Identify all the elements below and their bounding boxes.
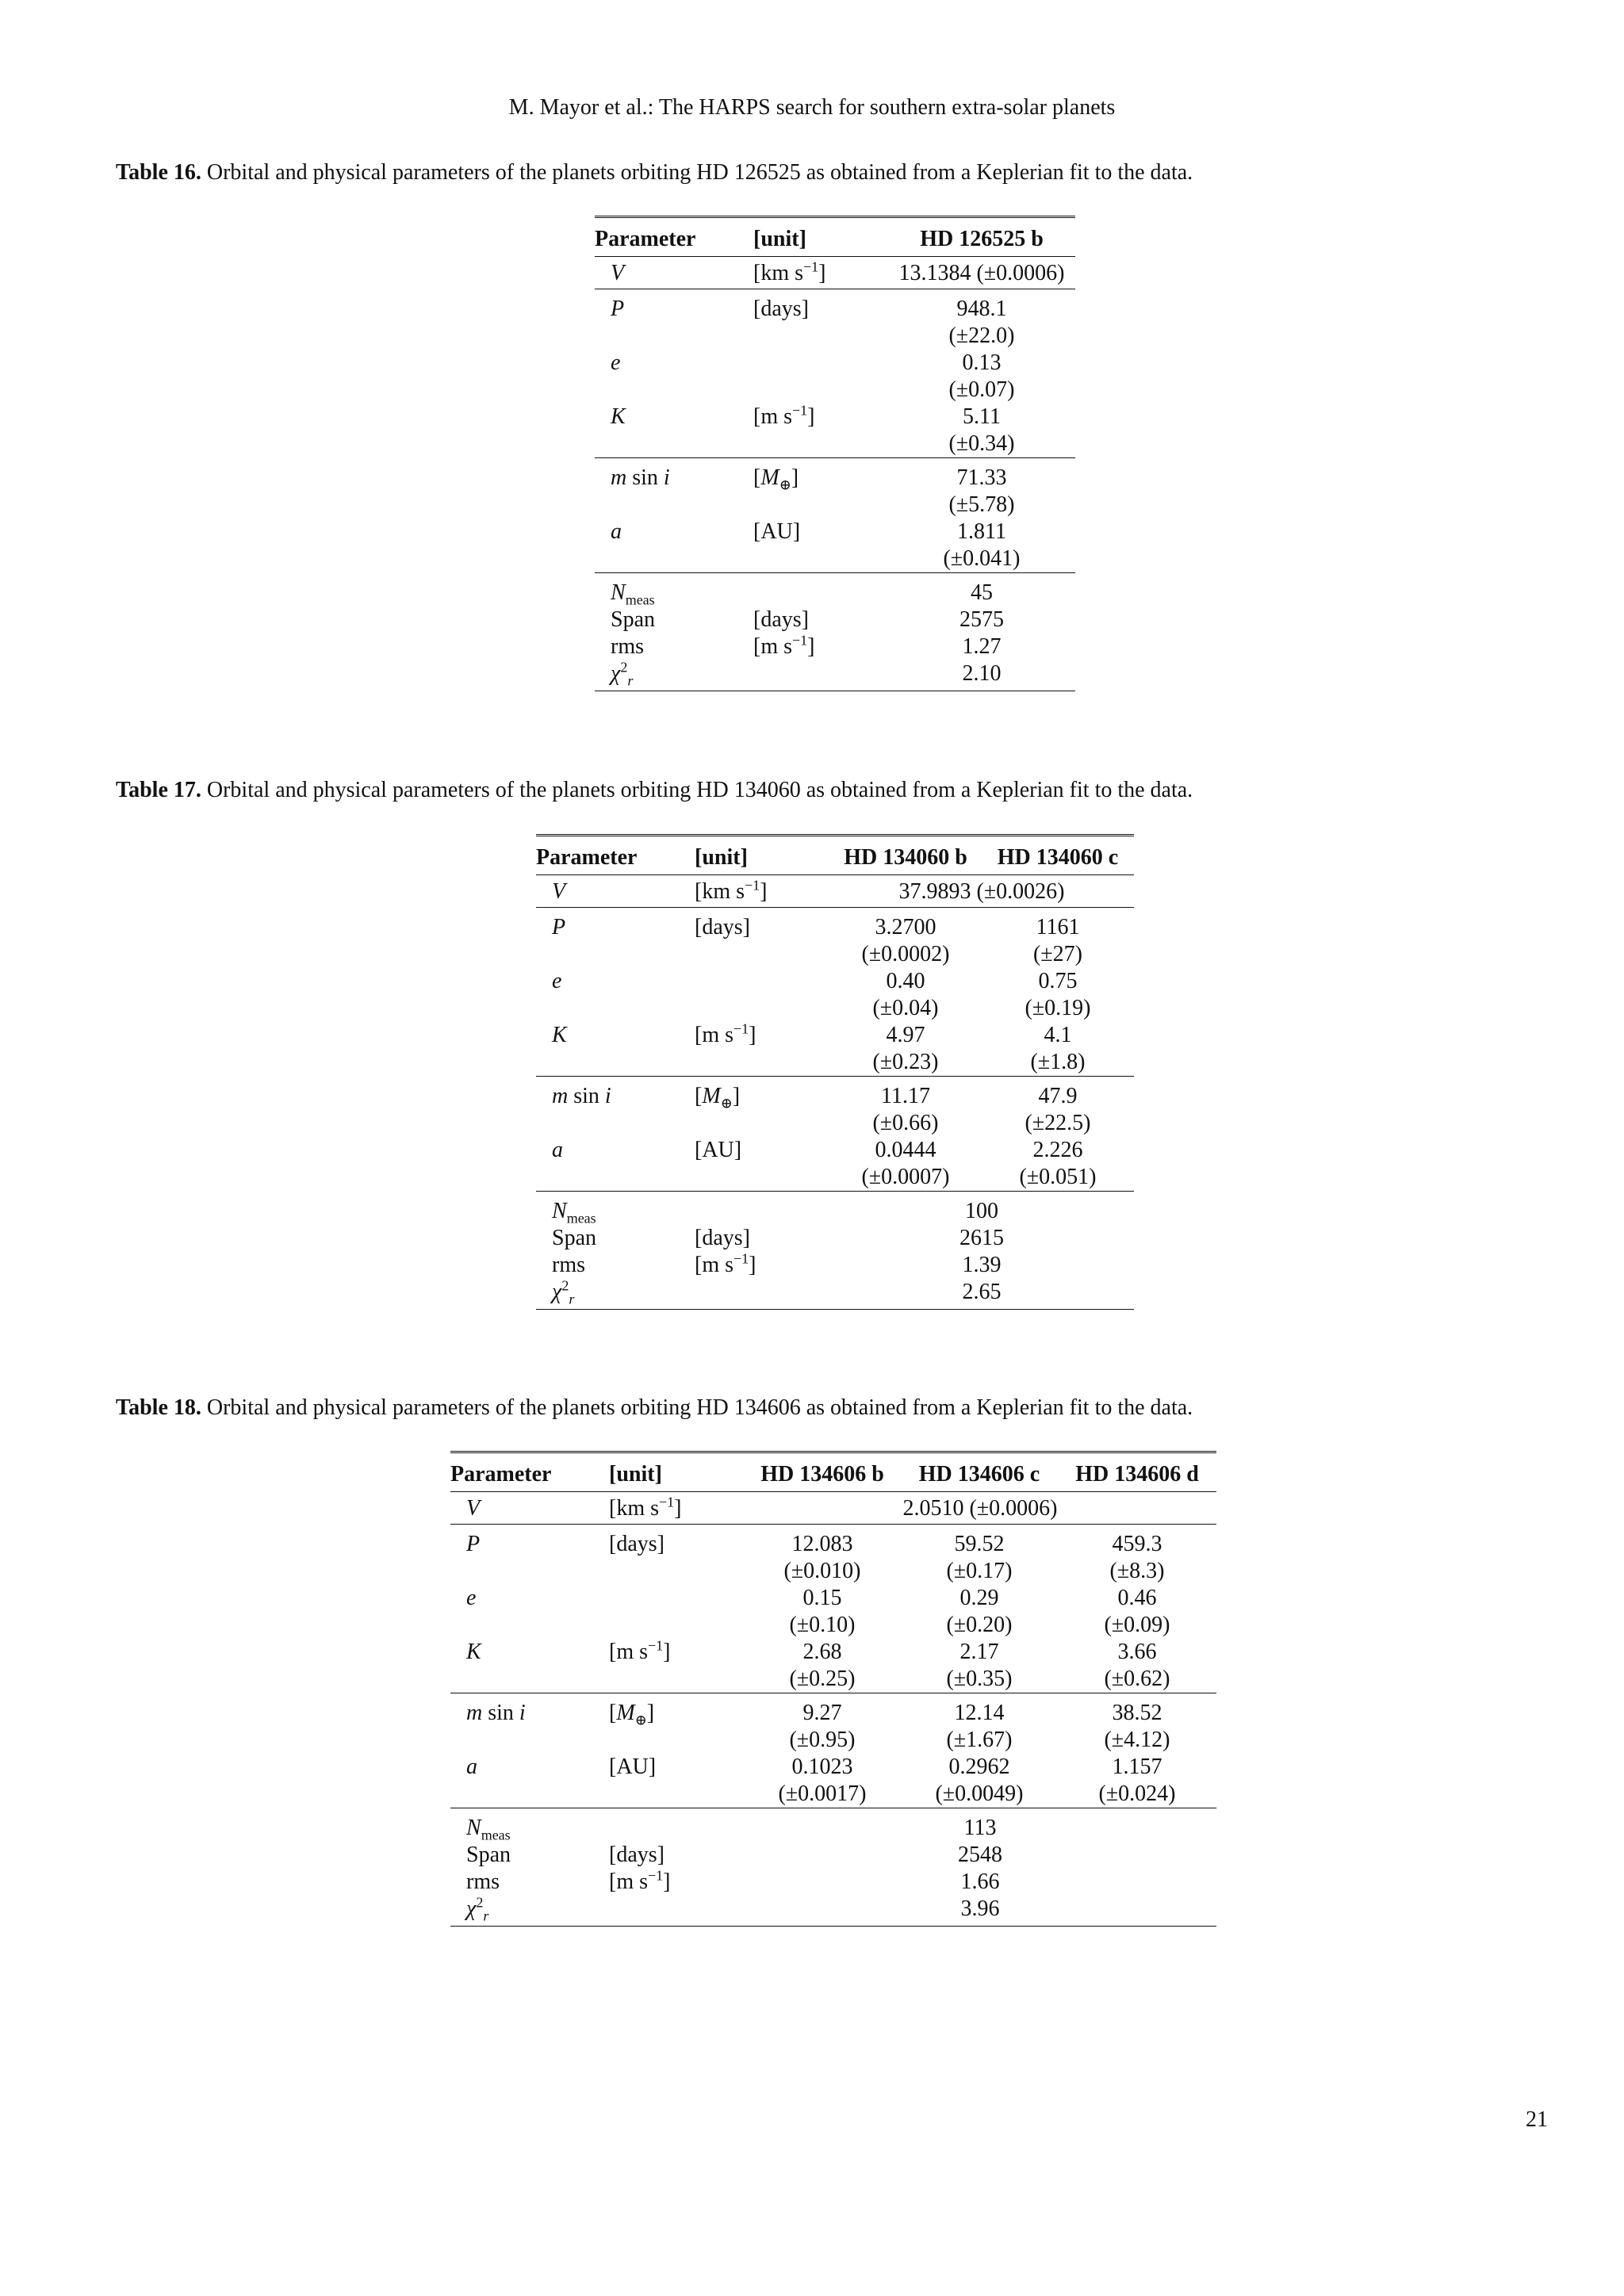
param-chi2 [595, 660, 753, 691]
value-cell: 1.157 [1112, 1755, 1162, 1779]
unit-exponent: −1 [792, 402, 808, 419]
sup-2: 2 [620, 659, 628, 675]
row-K [536, 1022, 1134, 1049]
sym-N: N [611, 580, 626, 605]
table-label: Table 18. [116, 1395, 201, 1420]
earth-symbol: ⊕ [720, 1095, 733, 1112]
unit-cell [609, 1492, 744, 1525]
error-cell: (±0.09) [1104, 1613, 1170, 1637]
running-header: M. Mayor et al.: The HARPS search for southern extra-solar planets [508, 95, 1116, 120]
unit-text: ] [749, 1253, 756, 1277]
row-P [595, 289, 1075, 323]
unit-mearth: $[M_\oplus]$ [753, 465, 799, 493]
value-cell: 9.27 [744, 1693, 901, 1728]
value-span: 2548 [958, 1843, 1002, 1867]
param-Nmeas [595, 573, 753, 607]
row-P-error [536, 941, 1134, 968]
value-cell: 0.15 [802, 1586, 842, 1610]
unit-cell [695, 1077, 829, 1111]
row-K-error [536, 1049, 1134, 1077]
header-planet: HD 134606 b [744, 1452, 901, 1492]
param-Nmeas [450, 1808, 609, 1843]
table-label: Table 17. [116, 778, 201, 802]
param-cell [595, 289, 753, 323]
unit-cell [609, 1693, 744, 1728]
error-cell: (±0.024) [1098, 1781, 1176, 1806]
unit-cell [609, 1585, 744, 1612]
table-header-row [450, 1452, 1216, 1492]
param-cell [450, 1639, 609, 1666]
param-V: V [611, 261, 625, 285]
param-P: P [611, 297, 625, 321]
error-cell: (±0.10) [789, 1613, 856, 1637]
param-V: V [466, 1496, 481, 1521]
table-17 [536, 834, 1134, 1310]
row-P-error [450, 1558, 1216, 1585]
param-cell [450, 1585, 609, 1612]
error-cell: (±0.0017) [778, 1781, 867, 1806]
table-18-caption [116, 1394, 1511, 1422]
row-Nmeas [450, 1808, 1216, 1843]
unit-exponent: −1 [792, 632, 808, 649]
param-cell [536, 968, 695, 995]
unit-exponent: −1 [733, 1250, 749, 1267]
unit-mearth: $[M_\oplus]$ [609, 1701, 655, 1728]
error-cell: (±22.5) [1025, 1111, 1091, 1135]
error-cell: (±0.23) [872, 1050, 939, 1074]
error-cell: (±0.62) [1104, 1667, 1170, 1691]
unit-days: [days] [753, 607, 809, 632]
row-Nmeas [536, 1192, 1134, 1226]
unit-text: ] [818, 261, 826, 285]
row-e [595, 350, 1075, 377]
param-rms: rms [611, 634, 644, 659]
error-cell: (±0.04) [872, 996, 939, 1020]
param-msini: m [611, 465, 627, 490]
value-V: 37.9893 (±0.0026) [898, 879, 1065, 904]
row-P [536, 908, 1134, 942]
param-cell: m sin i [595, 458, 753, 492]
param-a: a [552, 1138, 563, 1162]
unit-ms [609, 1637, 671, 1664]
header-planet: HD 134606 c [901, 1452, 1058, 1492]
table-16-caption [116, 159, 1511, 187]
unit-mearth: $[M_\oplus]$ [695, 1084, 741, 1112]
error-cell: (±0.34) [948, 431, 1015, 456]
unit-days: [days] [609, 1843, 665, 1867]
header-unit: [unit] [695, 836, 829, 875]
error-cell: (±4.12) [1104, 1728, 1170, 1752]
sub-r: r [483, 1908, 489, 1924]
table-17-caption [116, 776, 1511, 805]
unit-cell [695, 1137, 829, 1164]
unit-cell [753, 404, 888, 430]
row-P-error [595, 323, 1075, 350]
param-a: a [611, 519, 622, 544]
table-label: Table 16. [116, 160, 201, 185]
param-P: P [552, 915, 566, 939]
row-K-error [595, 430, 1075, 458]
unit-kms [609, 1496, 681, 1521]
row-msini-error [536, 1110, 1134, 1137]
table-header-row [536, 836, 1134, 875]
row-e-error [450, 1612, 1216, 1639]
value-cell: 12.14 [901, 1693, 1058, 1728]
sym-chi: χ [611, 661, 621, 686]
param-rms: rms [466, 1869, 500, 1894]
value-cell: 1.811 [957, 519, 1006, 544]
param-msini: m [466, 1701, 483, 1725]
value-cell: 47.9 [982, 1077, 1134, 1111]
unit-text: [m s [609, 1869, 648, 1894]
row-P [450, 1525, 1216, 1559]
table-header-row [595, 217, 1075, 257]
param-Nmeas [536, 1192, 695, 1226]
value-cell: 71.33 [888, 458, 1075, 492]
error-cell: (±27) [1032, 942, 1082, 966]
row-chi2 [536, 1279, 1134, 1310]
value-cell: 5.11 [963, 404, 1001, 429]
unit-cell [695, 875, 829, 908]
unit-exponent: −1 [648, 1637, 664, 1654]
error-cell: (±5.78) [948, 492, 1015, 517]
param-cell [536, 1022, 695, 1049]
error-cell: (±0.17) [946, 1559, 1013, 1583]
row-msini-error [595, 492, 1075, 519]
unit-cell [609, 1639, 744, 1666]
value-cell: 948.1 [888, 289, 1075, 323]
sub-meas: meas [566, 1210, 596, 1226]
value-rms: 1.39 [962, 1253, 1002, 1277]
value-chi2: 2.10 [962, 661, 1002, 686]
header-planet: HD 134606 d [1058, 1452, 1216, 1492]
param-cell [536, 908, 695, 942]
param-K: K [552, 1023, 567, 1047]
error-cell: (±22.0) [948, 323, 1015, 348]
value-span: 2575 [959, 607, 1004, 632]
unit-text: [km s [609, 1496, 659, 1521]
error-cell: (±0.07) [948, 377, 1015, 402]
param-cell [595, 350, 753, 377]
header-unit: [unit] [609, 1452, 744, 1492]
value-span: 2615 [959, 1226, 1004, 1250]
value-V: 2.0510 (±0.0006) [902, 1496, 1058, 1521]
param-span: Span [552, 1226, 596, 1250]
row-rms [595, 633, 1075, 660]
table-18 [450, 1451, 1216, 1927]
row-span [536, 1225, 1134, 1252]
param-span: Span [466, 1843, 511, 1867]
row-Nmeas [595, 573, 1075, 607]
error-cell: (±8.3) [1109, 1559, 1165, 1583]
value-cell: 0.0444 [875, 1138, 936, 1162]
unit-text: [m s [753, 404, 792, 429]
param-chi2 [536, 1279, 695, 1310]
unit-text: ] [760, 879, 768, 904]
param-cell: m sin i [536, 1077, 695, 1111]
unit-ms [695, 1250, 756, 1277]
unit-exponent: −1 [803, 258, 819, 275]
unit-kms [695, 879, 767, 904]
row-rms [536, 1252, 1134, 1279]
error-cell: (±0.66) [872, 1111, 939, 1135]
row-V [536, 875, 1134, 908]
unit-cell [609, 1869, 744, 1896]
error-cell: (±0.0002) [861, 942, 950, 966]
value-cell: 2.68 [802, 1640, 842, 1664]
row-chi2 [595, 660, 1075, 691]
error-cell: (±0.010) [783, 1559, 861, 1583]
error-cell: (±0.041) [943, 546, 1021, 571]
error-cell: (±0.19) [1025, 996, 1091, 1020]
value-cell: 12.083 [744, 1525, 901, 1559]
row-a [595, 519, 1075, 545]
param-cell [595, 519, 753, 545]
value-V: 13.1384 (±0.0006) [898, 261, 1065, 285]
param-e: e [466, 1586, 477, 1610]
row-K [450, 1639, 1216, 1666]
unit-cell [753, 350, 888, 377]
unit-text: [AU] [753, 519, 801, 544]
unit-text: [m s [753, 634, 792, 659]
unit-cell [753, 519, 888, 545]
header-parameter: Parameter [536, 836, 695, 875]
value-cell: 59.52 [901, 1525, 1058, 1559]
unit-cell [695, 968, 829, 995]
param-e: e [611, 350, 621, 375]
value-cell: 3.2700 [829, 908, 982, 942]
unit-M: M [760, 465, 779, 490]
value-rms: 1.66 [960, 1869, 1000, 1894]
value-Nmeas: 45 [888, 573, 1075, 607]
sym-chi: χ [552, 1280, 562, 1304]
row-K-error [450, 1666, 1216, 1693]
header-planet: HD 134060 c [982, 836, 1134, 875]
param-e: e [552, 969, 562, 993]
unit-ms [753, 404, 814, 429]
sup-2: 2 [561, 1277, 569, 1294]
caption-text: Orbital and physical parameters of the planets orbiting HD 126525 as obtained from a Keplerian fit to the data. [206, 160, 1193, 185]
row-span [595, 607, 1075, 633]
unit-ms [695, 1020, 756, 1047]
unit-text: [km s [695, 879, 745, 904]
row-e [450, 1585, 1216, 1612]
unit-exponent: −1 [659, 1494, 675, 1510]
param-cell: m sin i [450, 1693, 609, 1728]
row-a-error [536, 1164, 1134, 1192]
param-a: a [466, 1755, 477, 1779]
error-cell: (±0.051) [1019, 1165, 1097, 1189]
value-chi2: 2.65 [962, 1280, 1002, 1304]
unit-cell [753, 289, 888, 323]
value-cell: 4.1 [1044, 1023, 1072, 1047]
row-K [595, 404, 1075, 430]
value-Nmeas: 100 [829, 1192, 1134, 1226]
header-planet: HD 134060 b [829, 836, 982, 875]
row-V [595, 257, 1075, 289]
value-cell: 4.97 [886, 1023, 925, 1047]
value-cell: 2.226 [1032, 1138, 1083, 1162]
row-a [536, 1137, 1134, 1164]
row-a-error [450, 1781, 1216, 1808]
value-cell: 2.17 [959, 1640, 999, 1664]
unit-ms [753, 634, 814, 659]
row-a [450, 1754, 1216, 1781]
value-cell: 38.52 [1058, 1693, 1216, 1728]
param-K: K [466, 1640, 481, 1664]
param-span: Span [611, 607, 655, 632]
header-parameter: Parameter [595, 217, 753, 257]
unit-exponent: −1 [733, 1020, 749, 1037]
page-number: 21 [1526, 2107, 1548, 2132]
value-chi2: 3.96 [960, 1896, 1000, 1921]
value-rms: 1.27 [962, 634, 1002, 659]
unit-cell [609, 1754, 744, 1781]
row-a-error [595, 545, 1075, 573]
error-cell: (±0.25) [789, 1667, 856, 1691]
value-cell: 0.13 [962, 350, 1002, 375]
value-cell: 11.17 [829, 1077, 982, 1111]
param-cell [595, 404, 753, 430]
row-span [450, 1842, 1216, 1869]
unit-text: [m s [609, 1640, 648, 1664]
header-planet: HD 126525 b [888, 217, 1075, 257]
unit-text: [days] [609, 1532, 665, 1556]
unit-days: [days] [695, 1226, 750, 1250]
row-rms [450, 1869, 1216, 1896]
row-msini [536, 1077, 1134, 1111]
table-16 [595, 216, 1075, 691]
value-cell: 0.2962 [948, 1755, 1010, 1779]
unit-exponent: −1 [648, 1867, 664, 1884]
unit-text: ] [674, 1496, 682, 1521]
param-cell [536, 1137, 695, 1164]
param-P: P [466, 1532, 481, 1556]
unit-text: ] [663, 1869, 671, 1894]
unit-text: ] [749, 1023, 756, 1047]
param-K: K [611, 404, 626, 429]
sup-2: 2 [476, 1894, 484, 1911]
value-cell: 0.29 [959, 1586, 999, 1610]
unit-exponent: −1 [745, 877, 760, 894]
earth-symbol: ⊕ [634, 1712, 647, 1728]
unit-text: [days] [753, 297, 809, 321]
param-chi2 [450, 1896, 609, 1927]
header-unit: [unit] [753, 217, 888, 257]
value-cell: 3.66 [1117, 1640, 1157, 1664]
sym-N: N [466, 1816, 481, 1840]
unit-kms [753, 258, 826, 285]
sub-meas: meas [625, 591, 655, 608]
unit-cell [753, 458, 888, 492]
row-e [536, 968, 1134, 995]
value-Nmeas: 113 [744, 1808, 1216, 1843]
unit-text: ] [807, 634, 815, 659]
sym-N: N [552, 1199, 567, 1223]
unit-cell [695, 1022, 829, 1049]
earth-symbol: ⊕ [779, 476, 791, 493]
sub-r: r [569, 1291, 575, 1307]
error-cell: (±0.35) [946, 1667, 1013, 1691]
unit-text: ] [807, 404, 815, 429]
unit-cell [609, 1525, 744, 1559]
row-V [450, 1492, 1216, 1525]
error-cell: (±0.0049) [935, 1781, 1024, 1806]
error-cell: (±0.20) [946, 1613, 1013, 1637]
sym-i: i [604, 1084, 611, 1108]
error-cell: (±1.67) [946, 1728, 1013, 1752]
param-cell [450, 1754, 609, 1781]
value-cell: 0.46 [1117, 1586, 1157, 1610]
value-cell: 0.75 [1038, 969, 1078, 993]
unit-text: ] [663, 1640, 671, 1664]
unit-text: [AU] [695, 1138, 742, 1162]
error-cell: (±1.8) [1030, 1050, 1086, 1074]
row-msini [450, 1693, 1216, 1728]
unit-text: [AU] [609, 1755, 657, 1779]
unit-cell [753, 633, 888, 660]
unit-M: M [616, 1701, 635, 1725]
unit-cell [753, 257, 888, 289]
param-V: V [552, 879, 566, 904]
value-cell: 1161 [982, 908, 1134, 942]
row-msini [595, 458, 1075, 492]
header-parameter: Parameter [450, 1452, 609, 1492]
error-cell: (±0.95) [789, 1728, 856, 1752]
error-cell: (±0.0007) [861, 1165, 950, 1189]
caption-text: Orbital and physical parameters of the planets orbiting HD 134060 as obtained from a Keplerian fit to the data. [206, 778, 1193, 802]
row-e-error [595, 377, 1075, 404]
caption-text: Orbital and physical parameters of the planets orbiting HD 134606 as obtained from a Keplerian fit to the data. [206, 1395, 1193, 1420]
sym-i: i [519, 1701, 526, 1725]
unit-cell [695, 1252, 829, 1279]
sym-chi: χ [466, 1896, 477, 1921]
value-cell: 0.1023 [791, 1755, 853, 1779]
value-cell: 459.3 [1058, 1525, 1216, 1559]
unit-text: [m s [695, 1253, 733, 1277]
row-e-error [536, 995, 1134, 1022]
unit-text: [days] [695, 915, 750, 939]
unit-ms [609, 1869, 670, 1894]
sub-meas: meas [481, 1827, 511, 1843]
param-msini: m [552, 1084, 569, 1108]
param-cell [450, 1525, 609, 1559]
row-msini-error [450, 1727, 1216, 1754]
sym-i: i [663, 465, 670, 490]
row-chi2 [450, 1896, 1216, 1927]
unit-text: [km s [753, 261, 803, 285]
unit-cell [695, 908, 829, 942]
unit-M: M [702, 1084, 721, 1108]
sub-r: r [627, 672, 634, 689]
value-cell: 0.40 [886, 969, 925, 993]
param-rms: rms [552, 1253, 585, 1277]
unit-text: [m s [695, 1023, 733, 1047]
